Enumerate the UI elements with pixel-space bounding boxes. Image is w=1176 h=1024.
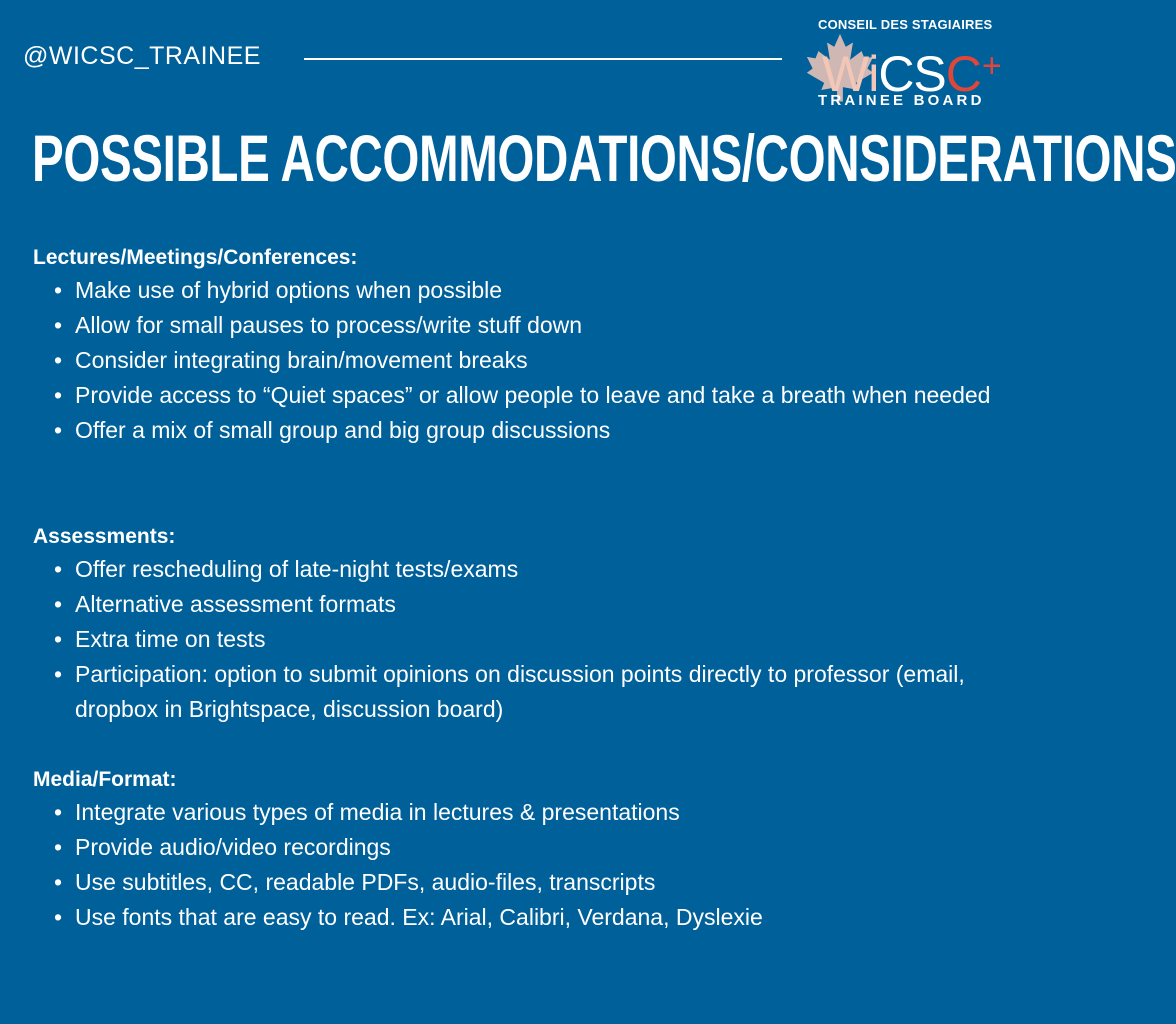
list-item-text: Extra time on tests: [75, 626, 266, 652]
bullet-icon: •: [54, 799, 63, 825]
bullet-icon: •: [54, 417, 63, 443]
list-item-text: Consider integrating brain/movement breaks: [75, 347, 528, 373]
logo-wordmark-cs: CS: [878, 46, 946, 102]
list-item-text: Use subtitles, CC, readable PDFs, audio-files, transcripts: [75, 869, 656, 895]
section-heading: Media/Format:: [33, 768, 177, 791]
bullet-icon: •: [54, 869, 63, 895]
social-handle: @WICSC_TRAINEE: [23, 42, 261, 70]
list-item-text: Provide audio/video recordings: [75, 834, 391, 860]
list-item-text: Integrate various types of media in lectures & presentations: [75, 799, 680, 825]
bullet-icon: •: [54, 556, 63, 582]
list-item-text: Make use of hybrid options when possible: [75, 277, 503, 303]
logo-top-text: CONSEIL DES STAGIAIRES: [818, 17, 993, 32]
list-item-text: Participation: option to submit opinions on discussion points directly to professor (email, dropbox in Brightspace, discussion board): [75, 661, 965, 722]
bullet-icon: •: [54, 834, 63, 860]
logo-wordmark-wi: Wi: [822, 46, 879, 102]
list-item-text: Offer rescheduling of late-night tests/exams: [75, 556, 519, 582]
list-item: [33, 552, 993, 587]
list-item-text: Alternative assessment formats: [75, 591, 396, 617]
bullet-icon: •: [54, 347, 63, 373]
bullet-icon: •: [54, 904, 63, 930]
list-item: [33, 587, 993, 622]
wicsc-logo: [800, 10, 1010, 115]
bullet-list: [33, 273, 993, 448]
bullet-list: [33, 552, 993, 727]
logo-bottom-text: TRAINEE BOARD: [818, 92, 985, 109]
list-item: [33, 622, 993, 657]
bullet-icon: •: [54, 312, 63, 338]
logo-plus: +: [981, 47, 1001, 85]
list-item-text: Offer a mix of small group and big group discussions: [75, 417, 611, 443]
bullet-list: [33, 795, 993, 935]
list-item: [33, 378, 993, 413]
list-item-text: Use fonts that are easy to read. Ex: Arial, Calibri, Verdana, Dyslexie: [75, 904, 763, 930]
list-item: [33, 657, 993, 727]
section-heading: Lectures/Meetings/Conferences:: [33, 246, 358, 269]
page-title: POSSIBLE ACCOMMODATIONS/CONSIDERATIONS: [32, 121, 1176, 195]
section-lectures: [33, 243, 993, 448]
list-item: [33, 900, 993, 935]
list-item: [33, 830, 993, 865]
section-assessments: [33, 522, 993, 727]
list-item: [33, 308, 993, 343]
list-item: [33, 343, 993, 378]
list-item: [33, 273, 993, 308]
list-item: [33, 795, 993, 830]
bullet-icon: •: [54, 661, 63, 687]
bullet-icon: •: [54, 277, 63, 303]
list-item-text: Allow for small pauses to process/write stuff down: [75, 312, 583, 338]
section-media-format: [33, 765, 993, 935]
bullet-icon: •: [54, 591, 63, 617]
list-item: [33, 413, 993, 448]
bullet-icon: •: [54, 382, 63, 408]
list-item-text: Provide access to “Quiet spaces” or allow people to leave and take a breath when needed: [75, 382, 991, 408]
bullet-icon: •: [54, 626, 63, 652]
list-item: [33, 865, 993, 900]
logo-wordmark-c: C: [945, 46, 981, 102]
section-heading: Assessments:: [33, 525, 176, 548]
header-divider: [304, 58, 782, 60]
